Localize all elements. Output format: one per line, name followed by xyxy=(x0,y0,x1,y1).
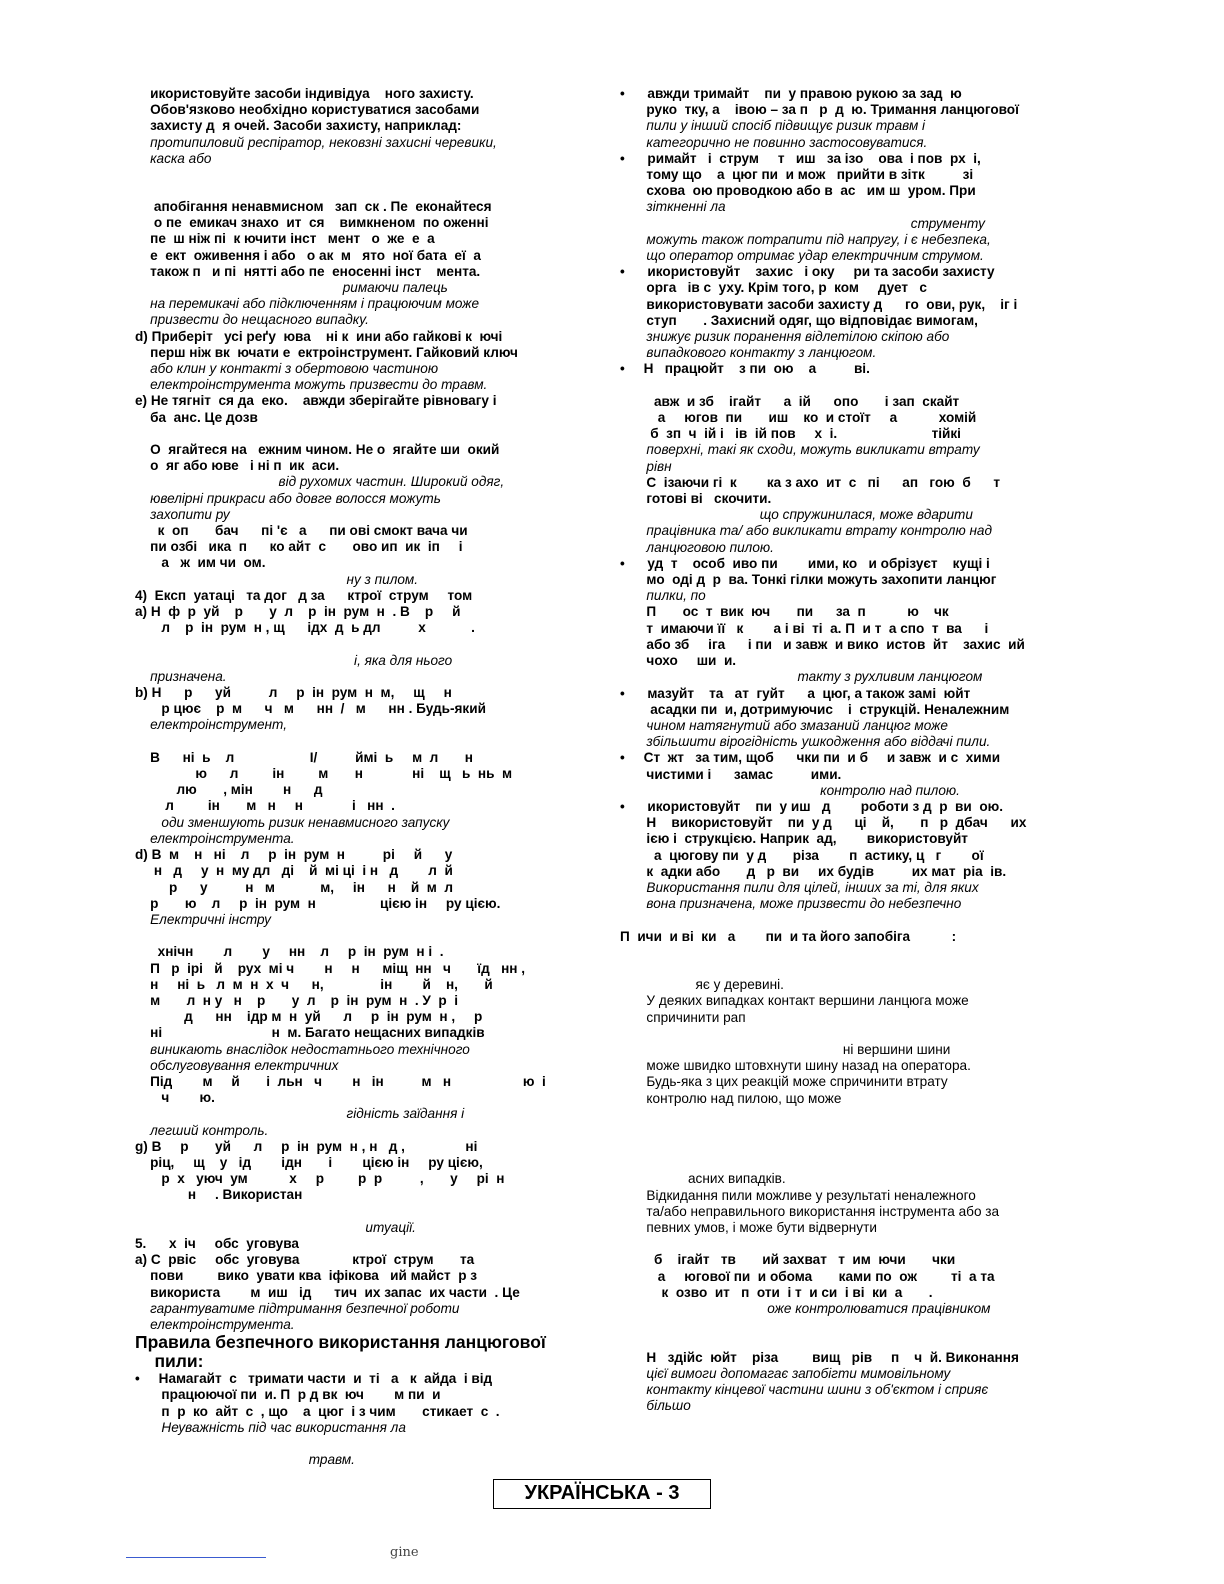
text-line: гідність заїдання і xyxy=(135,1106,465,1122)
text-line xyxy=(620,1317,1080,1333)
section-heading: пили: xyxy=(135,1351,204,1372)
text-line: римаючи палець xyxy=(135,280,448,296)
text-line: тому що а цюг пи и мож прийти в зітк зі xyxy=(620,167,974,183)
text-line: Відкидання пили можливе у результаті неналежного xyxy=(620,1187,976,1203)
text-line: електроінструмента. xyxy=(135,1316,295,1332)
text-line: • икористовуйт пи у иш д роботи з д р ви ою. xyxy=(620,798,1004,814)
text-line: ріц, щ у ід ідн і цією ін ру цією, xyxy=(135,1154,483,1170)
text-line: та/або неправильного використання інструмента або за xyxy=(620,1203,1000,1219)
text-line: У деяких випадках контакт вершини ланцюга може xyxy=(620,993,969,1009)
text-line: електроінструмент, xyxy=(135,717,287,733)
text-line: т имаючи її к а і ві ті а. П и т а спо т ва і xyxy=(620,620,989,636)
text-line: • Намагайт с тримати части и ті а к айда і від xyxy=(135,1371,493,1387)
text-line: • уд т особ иво пи ими, ко и обрізуєт кущі і xyxy=(620,555,990,571)
text-line: або клин у контакті з обертовою частиною xyxy=(135,361,439,377)
text-line: ією і струкцією. Наприк ад, використовуйт xyxy=(620,831,968,847)
text-line: яє у деревині. xyxy=(620,977,784,993)
text-line xyxy=(135,734,595,750)
text-line: ч ю. xyxy=(135,1090,215,1106)
text-line: цієї вимоги допомагає запобігти мимовільному xyxy=(620,1365,951,1381)
text-line: апобігання ненавмисном зап ск . Пе еконайтеся xyxy=(135,199,492,215)
text-line: б ігайт тв ий захват т им ючи чки xyxy=(620,1252,956,1268)
text-line xyxy=(620,1333,1080,1349)
text-line: чистими і замас ими. xyxy=(620,766,842,782)
text-line: ю л ін м н ні щ ь нь м xyxy=(135,766,513,782)
text-line: певних умов, і може бути відвернути xyxy=(620,1220,877,1236)
text-line: хнічн л у нн л р ін рум н і . xyxy=(135,944,444,960)
text-line: о пе емикач знахо ит ся вимкненом по оженні xyxy=(135,215,489,231)
text-line: g) В р уй л р ін рум н , н д , ні xyxy=(135,1138,478,1154)
text-line: більшо xyxy=(620,1398,691,1414)
text-line: оже контролюватися працівником xyxy=(620,1301,991,1317)
text-line: що оператор отримає удар електричним струмом. xyxy=(620,248,984,264)
left-column xyxy=(135,86,595,1468)
text-line: Неуважність під час використання ла xyxy=(135,1419,406,1435)
text-line xyxy=(620,1139,1080,1155)
text-line: • икористовуйт захис і оку ри та засоби захисту xyxy=(620,264,995,280)
text-line: захисту д я очей. Засоби захисту, наприклад: xyxy=(135,118,462,134)
text-line: спричинити рап xyxy=(620,1009,746,1025)
text-line: а ж им чи ом. xyxy=(135,555,266,571)
text-line: використовувати засоби захисту д го ови, рук, іг і xyxy=(620,296,1018,312)
text-line: і, яка для нього xyxy=(135,652,453,668)
text-line: икористовуйте засоби індивідуа ного захисту. xyxy=(135,86,474,101)
text-line: н ні ь л м н х ч н, ін й н, й xyxy=(135,976,493,992)
text-line: випадкового контакту з ланцюгом. xyxy=(620,345,877,361)
text-line: збільшити вірогідність ушкодження або віддачі пили. xyxy=(620,734,991,750)
text-line: орга ів с уху. Крім того, р ком дует с xyxy=(620,280,927,296)
right-column xyxy=(620,86,1080,1414)
text-line: ювелірні прикраси або довге волосся можуть xyxy=(135,490,441,506)
text-line: контролю над пилою, що може xyxy=(620,1090,842,1106)
text-line: перш ніж вк ючати е ектроінструмент. Гайковий ключ xyxy=(135,344,518,360)
text-line: працюючої пи и. П р д вк юч м пи и xyxy=(135,1387,441,1403)
text-line: авж и зб ігайт а ій опо і зап скайт xyxy=(620,393,960,409)
text-line: чохо ши и. xyxy=(620,653,737,669)
text-line: поверхні, такі як сходи, можуть викликати втрату xyxy=(620,442,980,458)
text-line: також п и пі нятті або пе еносенні інст мента. xyxy=(135,263,481,279)
text-line: р у н м м, ін н й м л xyxy=(135,879,454,895)
text-line: обслуговування електричних xyxy=(135,1057,339,1073)
text-line: ступ . Захисний одяг, що відповідає вимогам, xyxy=(620,312,978,328)
text-line: каска або xyxy=(135,150,212,166)
text-line: П р ірі й рух мі ч н н міщ нн ч їд нн , xyxy=(135,960,526,976)
text-line: можуть також потрапити під напругу, і є небезпека, xyxy=(620,231,991,247)
text-line: категорично не повинно застосовуватися. xyxy=(620,134,928,150)
text-line: н . Використан xyxy=(135,1187,303,1203)
text-line: знижує ризик поранення відлетілою скіпою або xyxy=(620,329,950,345)
text-line xyxy=(620,945,1080,961)
text-line: Використання пили для цілей, інших за ті, для яких xyxy=(620,879,979,895)
text-line: схова ою проводкою або в ас им ш уром. При xyxy=(620,183,976,199)
text-line: асадки пи и, дотримуючис і струкцій. Неналежним xyxy=(620,701,1010,717)
text-line: к оп бач пі 'є а пи ові смокт вача чи xyxy=(135,523,468,539)
text-line: Під м й і льн ч н ін м н ю і xyxy=(135,1073,546,1089)
text-line: що спружинилася, може вдарити xyxy=(620,507,973,523)
spacer xyxy=(135,167,595,199)
text-line: л ін м н н і нн . xyxy=(135,798,395,814)
text-line: пи озбі ика п ко айт с ово ип ик іп і xyxy=(135,539,463,555)
text-line: ні вершини шини xyxy=(620,1041,951,1057)
text-line: 4) Експ уатаці та дог д за ктрої струм том xyxy=(135,587,473,603)
text-line: Н здійс юйт різа вищ рів п ч й. Виконання xyxy=(620,1349,1019,1365)
text-line: захопити ру xyxy=(135,506,230,522)
text-line xyxy=(135,928,595,944)
text-line: руко тку, а івою – за п р д ю. Тримання ланцюгової xyxy=(620,102,1019,118)
text-line: призвести до нещасного випадку. xyxy=(135,312,369,328)
text-line xyxy=(620,1155,1080,1171)
text-line: • римайт і струм т иш за ізо ова і пов рх і, xyxy=(620,150,981,166)
text-line: Н використовуйт пи у д ці й, п р дбач их xyxy=(620,815,1027,831)
text-line: контролю над пилою. xyxy=(620,782,960,798)
text-line: на перемикачі або підключенням і працюючим може xyxy=(135,296,480,312)
text-line: л р ін рум н , щ ідх д ь дл х . xyxy=(135,620,475,636)
text-line: Обов'язково необхідно користуватися засобами xyxy=(135,102,480,118)
text-line: струменту xyxy=(620,215,985,231)
text-line: н д у н му дл ді й мі ці і н д л й xyxy=(135,863,453,879)
text-line xyxy=(620,1026,1080,1042)
text-line: e) Не тягніт ся да еко. авжди зберігайте рівновагу і xyxy=(135,393,497,409)
text-line: призначена. xyxy=(135,668,227,684)
text-line: ба анс. Це дозв xyxy=(135,409,258,425)
section-heading: Правила безпечного використання ланцюгової xyxy=(135,1332,546,1353)
text-line: к озво ит п оти і т и си і ві ки а . xyxy=(620,1284,933,1300)
text-line xyxy=(135,426,595,442)
text-line: d) В м н ні л р ін рум н рі й у xyxy=(135,847,453,863)
text-line xyxy=(135,1204,595,1220)
text-line: П ичи и ві ки а пи и та його запобіга : xyxy=(620,928,957,944)
text-line: ні н м. Багато нещасних випадків xyxy=(135,1025,485,1041)
text-line: а югової пи и обома ками по ож ті а та xyxy=(620,1268,995,1284)
text-line: a) Н ф р уй р у л р ін рум н . В р й xyxy=(135,604,461,620)
text-line: о яг або юве і ні п ик аси. xyxy=(135,458,340,474)
text-line: п р ко айт с , що а цюг і з чим стикает с . xyxy=(135,1403,500,1419)
text-line: м л н у н р у л р ін рум н . У р і xyxy=(135,992,459,1008)
text-line: р х уюч ум х р р р , у рі н xyxy=(135,1171,505,1187)
text-line: • авжди тримайт пи у правою рукою за зад ю xyxy=(620,86,962,101)
text-line: е ект оживення і або о ак м ято ної бата еї а xyxy=(135,247,481,263)
text-line: електроінструмента. xyxy=(135,830,295,846)
text-line: травм. xyxy=(135,1452,355,1468)
text-line: або зб іга і пи и завж и вико истов йт захис ий xyxy=(620,636,1025,652)
text-line: П ос т вик юч пи за п ю чк xyxy=(620,604,949,620)
text-line: к адки або д р ви их будів их мат ріа ів. xyxy=(620,863,1007,879)
text-line: гарантуватиме підтримання безпечної роботи xyxy=(135,1300,460,1316)
text-line: працівника та/ або викликати втрату контролю над xyxy=(620,523,992,539)
text-line: b) Н р уй л р ін рум н м, щ н xyxy=(135,685,452,701)
text-line: асних випадків. xyxy=(620,1171,786,1187)
bottom-text: gine xyxy=(390,1545,419,1560)
text-line: виникають внаслідок недостатнього технічного xyxy=(135,1041,470,1057)
text-line: • Ст жт за тим, щоб чки пи и б и завж и с хими xyxy=(620,750,1001,766)
text-line: лю , мін н д xyxy=(135,782,323,798)
text-line xyxy=(620,1236,1080,1252)
text-line: ланцюговою пилою. xyxy=(620,539,774,555)
text-line: р ю л р ін рум н цією ін ру цією. xyxy=(135,895,501,911)
text-line: легший контроль. xyxy=(135,1122,269,1138)
bottom-link-underline xyxy=(126,1557,266,1558)
text-line: О ягайтеся на ежним чином. Не о ягайте ши окий xyxy=(135,442,500,458)
text-line: контакту кінцевої частини шини з об'єктом і сприяє xyxy=(620,1382,989,1398)
text-line xyxy=(135,1436,595,1452)
text-line: використа м иш ід тич их запас их части . Це xyxy=(135,1284,520,1300)
text-line: від рухомих частин. Широкий одяг, xyxy=(135,474,505,490)
text-line xyxy=(620,378,1080,394)
text-line: вона призначена, може призвести до небезпечно xyxy=(620,896,962,912)
text-line: итуації. xyxy=(135,1219,416,1235)
page-number-label: УКРАЇНСЬКА - 3 xyxy=(493,1479,711,1509)
text-line: мо оді д р ва. Тонкі гілки можуть захопити ланцюг xyxy=(620,572,997,588)
text-line xyxy=(620,912,1080,928)
text-line: б зп ч ій і ів ій пов х і. тійкі xyxy=(620,426,961,442)
text-line: пе ш ніж пі к ючити інст мент о же е а xyxy=(135,231,435,247)
text-line: 5. х іч обс уговува xyxy=(135,1235,299,1251)
text-line: Електричні інстру xyxy=(135,911,271,927)
text-line: • мазуйт та ат гуйт а цюг, а також замі юйт xyxy=(620,685,971,701)
text-line: В ні ь л I/ ймі ь м л н xyxy=(135,749,473,765)
text-line: пови вико увати ква іфікова ий майст р з xyxy=(135,1268,478,1284)
text-line: пили у інший спосіб підвищує ризик травм і xyxy=(620,118,926,134)
text-line: чином натягнутий або змазаний ланцюг може xyxy=(620,717,948,733)
text-line: може швидко штовхнути шину назад на оператора. xyxy=(620,1058,971,1074)
text-line: пилки, по xyxy=(620,588,706,604)
text-line xyxy=(135,636,595,652)
text-line: d) Приберіт усі реґу юва ні к ини або гайкові к ючі xyxy=(135,328,503,344)
text-line: зіткненні ла xyxy=(620,199,726,215)
text-line: а цюгову пи у д різа п астику, ц г ої xyxy=(620,847,984,863)
text-line: ну з пилом. xyxy=(135,571,419,587)
text-line: електроінструмента можуть призвести до травм. xyxy=(135,377,488,393)
text-line: такту з рухливим ланцюгом xyxy=(620,669,983,685)
text-line: готові ві скочити. xyxy=(620,491,772,507)
text-line: a) С рвіс обс уговува ктрої струм та xyxy=(135,1252,475,1268)
text-line: оди зменшують ризик ненавмисного запуску xyxy=(135,814,450,830)
text-line: протипиловий респіратор, нековзні захисні черевики, xyxy=(135,134,497,150)
text-line: • Н працюйт з пи ою а ві. xyxy=(620,361,870,377)
text-line: р цює р м ч м нн / м нн . Будь-який xyxy=(135,701,486,717)
text-line: д нн ідр м н уй л р ін рум н , р xyxy=(135,1009,483,1025)
text-line: а югов пи иш ко и стоїт а хомій xyxy=(620,410,977,426)
text-line: С ізаючи гі к ка з ахо ит с пі ап гою б т xyxy=(620,474,1001,490)
text-line: Будь-яка з цих реакцій може спричинити втрату xyxy=(620,1074,948,1090)
text-line: рівн xyxy=(620,458,672,474)
text-line xyxy=(620,1107,1080,1123)
text-line xyxy=(620,961,1080,977)
text-line xyxy=(620,1123,1080,1139)
